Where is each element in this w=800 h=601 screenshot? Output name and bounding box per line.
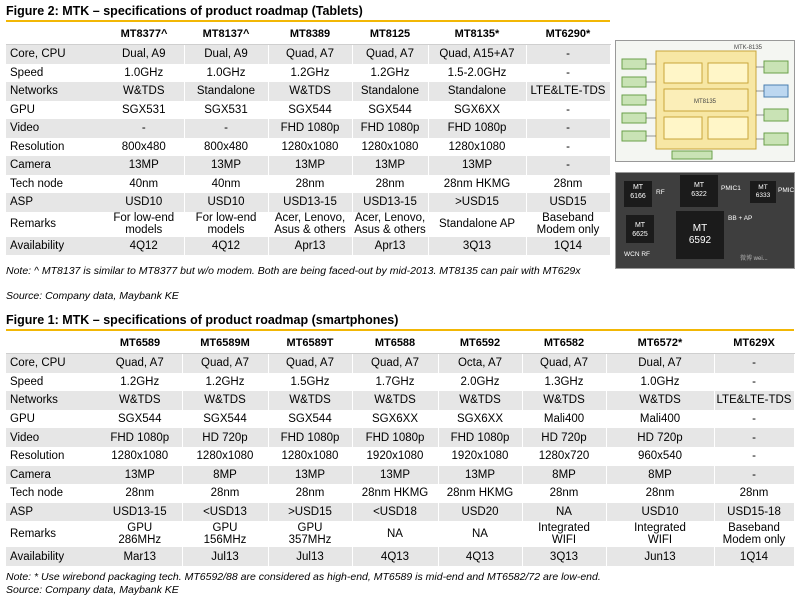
table-cell: W&TDS [104,82,184,101]
table-cell: GPU 156MHz [182,521,268,547]
table-row [6,82,610,101]
table-cell: 28nm [268,484,352,503]
column-header: MT8135* [428,23,526,45]
table-row [6,64,610,83]
column-header: MT6572* [606,332,714,354]
column-header: MT8377^ [104,23,184,45]
table-cell: - [526,64,610,83]
table-cell: W&TDS [268,82,352,101]
table-cell: 13MP [268,156,352,175]
row-label: GPU [6,410,98,429]
table-cell: Integrated WIFI [522,521,606,547]
table-cell: Mar13 [98,547,182,566]
table-cell: >USD15 [428,193,526,212]
table-cell: W&TDS [352,391,438,410]
table-cell: <USD13 [182,503,268,522]
table-cell: 28nm [268,175,352,194]
table-cell: 28nm [182,484,268,503]
chip-pmic1-label: PMIC1 [721,185,741,192]
column-header: MT8125 [352,23,428,45]
table-cell: - [104,119,184,138]
table-cell: 3Q13 [522,547,606,566]
column-header: MT8137^ [184,23,268,45]
table-cell: 1.5-2.0GHz [428,64,526,83]
table-cell: W&TDS [438,391,522,410]
table-cell: 1920x1080 [352,447,438,466]
table-row [6,354,794,373]
table-cell: Quad, A7 [182,354,268,373]
wcn-rf-label: WCN RF [624,251,650,258]
row-label: Video [6,428,98,447]
column-header: MT629X [714,332,794,354]
table-cell: FHD 1080p [438,428,522,447]
table-cell: 4Q13 [438,547,522,566]
table-row [6,193,610,212]
table-cell: SGX531 [184,101,268,120]
table-cell: GPU 286MHz [98,521,182,547]
column-header: MT8389 [268,23,352,45]
table-cell: 3Q13 [428,237,526,256]
table-cell: W&TDS [606,391,714,410]
table-cell: 40nm [184,175,268,194]
chip-mt6333: MT 6333 [750,181,776,203]
table-cell: SGX6XX [352,410,438,429]
table-cell: SGX544 [352,101,428,120]
row-label: Camera [6,156,104,175]
table-cell: FHD 1080p [352,428,438,447]
table-row [6,175,610,194]
table-cell: 13MP [98,466,182,485]
table-corner [6,23,104,45]
table-cell: - [714,410,794,429]
table-cell: 1Q14 [526,237,610,256]
table-cell: 1.2GHz [98,373,182,392]
table-cell: Jun13 [606,547,714,566]
pmic-label: PMIC [778,187,795,194]
tablets-figure-title: Figure 2: MTK – specifications of product roadmap (Tablets) [6,4,363,18]
table-cell: SGX6XX [428,101,526,120]
table-row [6,410,794,429]
smartphones-figure-title: Figure 1: MTK – specifications of product roadmap (smartphones) [6,313,399,327]
rf-label: RF [656,189,665,196]
table-cell: - [526,119,610,138]
table-corner [6,332,98,354]
table-cell: Standalone [428,82,526,101]
table-cell: Quad, A7 [352,354,438,373]
table-cell: 1280x1080 [268,447,352,466]
row-label: Speed [6,373,98,392]
table-cell: 13MP [438,466,522,485]
table-cell: Integrated WIFI [606,521,714,547]
table-cell: 8MP [606,466,714,485]
table-cell: 1.0GHz [104,64,184,83]
table-row [6,447,794,466]
chip-photo [615,172,795,269]
row-label: Networks [6,391,98,410]
table-cell: - [526,45,610,64]
table-cell: Quad, A7 [268,45,352,64]
table-cell: 8MP [182,466,268,485]
table-cell: HD 720p [606,428,714,447]
table-cell: Acer, Lenovo, Asus & others [268,212,352,237]
table-cell: 13MP [352,156,428,175]
row-label: Remarks [6,521,98,547]
tablets-note: Note: ^ MT8137 is similar to MT8377 but w/o modem. Both are being faced-out by mid-2013. MT8135 can pair with MT629x [6,265,581,277]
table-cell: 1.3GHz [522,373,606,392]
row-label: ASP [6,193,104,212]
table-cell: W&TDS [522,391,606,410]
table-cell: 2.0GHz [438,373,522,392]
table-row [6,119,610,138]
table-cell: NA [352,521,438,547]
table-cell: SGX544 [182,410,268,429]
svg-text:MT8135: MT8135 [694,99,717,105]
table-cell: 28nm [98,484,182,503]
smartphones-source: Source: Company data, Maybank KE [6,584,179,596]
block-diagram-svg [616,41,794,161]
table-row [6,391,794,410]
table-row [6,212,610,237]
row-label: Tech node [6,175,104,194]
table-cell: 28nm [606,484,714,503]
table-cell: USD20 [438,503,522,522]
table-row [6,503,794,522]
row-label: Availability [6,237,104,256]
table-cell: 1280x1080 [352,138,428,157]
table-cell: 1.0GHz [606,373,714,392]
table-cell: 28nm [714,484,794,503]
table-cell: 1280x1080 [428,138,526,157]
row-label: Resolution [6,447,98,466]
table-cell: - [184,119,268,138]
table-cell: W&TDS [182,391,268,410]
column-header: MT6582 [522,332,606,354]
table-cell: SGX544 [268,410,352,429]
row-label: Core, CPU [6,354,98,373]
table-cell: 1Q14 [714,547,794,566]
column-header: MT6589 [98,332,182,354]
table-cell: FHD 1080p [268,428,352,447]
table-cell: For low-end models [184,212,268,237]
table-cell: Baseband Modem only [714,521,794,547]
table-row [6,101,610,120]
table-cell: 960x540 [606,447,714,466]
table-cell: Jul13 [182,547,268,566]
watermark: 微博 wei... [740,256,768,262]
table-cell: USD10 [104,193,184,212]
table-cell: 800x480 [184,138,268,157]
table-cell: Dual, A9 [184,45,268,64]
chip-mt6166: MT 6166 [624,181,652,207]
table-cell: 4Q12 [184,237,268,256]
column-header: MT6592 [438,332,522,354]
table-cell: Quad, A7 [352,45,428,64]
table-cell: - [714,428,794,447]
row-label: Networks [6,82,104,101]
table-cell: 1.7GHz [352,373,438,392]
table-cell: - [714,373,794,392]
table-row [6,547,794,566]
table-cell: - [714,466,794,485]
table-cell: Dual, A7 [606,354,714,373]
row-label: Availability [6,547,98,566]
table-cell: LTE&LTE-TDS [526,82,610,101]
table-cell: 4Q12 [104,237,184,256]
table-cell: 1.2GHz [268,64,352,83]
column-header: MT6589M [182,332,268,354]
table-cell: Quad, A7 [268,354,352,373]
table-row [6,237,610,256]
table-cell: - [526,156,610,175]
table-cell: 800x480 [104,138,184,157]
table-cell: 13MP [184,156,268,175]
table-row [6,484,794,503]
column-header: MT6588 [352,332,438,354]
table-cell: HD 720p [522,428,606,447]
table-cell: - [714,447,794,466]
table-row [6,428,794,447]
row-label: Speed [6,64,104,83]
table-cell: SGX544 [268,101,352,120]
table-cell: 4Q13 [352,547,438,566]
table-cell: HD 720p [182,428,268,447]
table-cell: Octa, A7 [438,354,522,373]
table-cell: W&TDS [268,391,352,410]
table-cell: FHD 1080p [352,119,428,138]
table-cell: SGX6XX [438,410,522,429]
table-cell: Standalone [184,82,268,101]
row-label: Resolution [6,138,104,157]
table-cell: 28nm [522,484,606,503]
table-cell: Standalone [352,82,428,101]
table-cell: Standalone AP [428,212,526,237]
row-label: Video [6,119,104,138]
row-label: Camera [6,466,98,485]
table-cell: USD13-15 [98,503,182,522]
table-row [6,156,610,175]
table-cell: Mali400 [606,410,714,429]
table-cell: Mali400 [522,410,606,429]
table-cell: Apr13 [268,237,352,256]
table-cell: USD10 [606,503,714,522]
column-header: MT6589T [268,332,352,354]
smartphones-note: Note: * Use wirebond packaging tech. MT6592/88 are considered as high-end, MT6589 is mid-end and MT6582/72 are low-end. [6,571,601,583]
bb-ap-label: BB + AP [728,215,753,222]
table-row [6,45,610,64]
table-cell: FHD 1080p [428,119,526,138]
table-cell: GPU 357MHz [268,521,352,547]
table-cell: 1.2GHz [352,64,428,83]
row-label: GPU [6,101,104,120]
table-cell: 40nm [104,175,184,194]
table-cell: USD15 [526,193,610,212]
table-cell: 13MP [268,466,352,485]
table-cell: 8MP [522,466,606,485]
table-cell: USD13-15 [352,193,428,212]
table-cell: Quad, A7 [522,354,606,373]
table-cell: Quad, A7 [98,354,182,373]
table-cell: 28nm HKMG [352,484,438,503]
table-cell: 1.0GHz [184,64,268,83]
table-cell: SGX544 [98,410,182,429]
table-cell: FHD 1080p [98,428,182,447]
table-cell: 13MP [428,156,526,175]
table-cell: >USD15 [268,503,352,522]
chip-mt6322: MT 6322 [680,175,718,207]
table-cell: 28nm HKMG [438,484,522,503]
table-cell: 28nm HKMG [428,175,526,194]
table-cell: 1.2GHz [182,373,268,392]
table-cell: USD15-18 [714,503,794,522]
table-cell: 28nm [352,175,428,194]
table-cell: 1280x720 [522,447,606,466]
table-cell: W&TDS [98,391,182,410]
table-cell: 1280x1080 [268,138,352,157]
svg-text:MTK-8135: MTK-8135 [734,45,763,51]
table-cell: - [714,354,794,373]
table-cell: 1920x1080 [438,447,522,466]
row-label: Remarks [6,212,104,237]
table-cell: 13MP [352,466,438,485]
block-diagram-image [615,40,795,162]
table-cell: FHD 1080p [268,119,352,138]
table-cell: Baseband Modem only [526,212,610,237]
table-cell: Jul13 [268,547,352,566]
table-cell: <USD18 [352,503,438,522]
table-cell: 13MP [104,156,184,175]
row-label: Core, CPU [6,45,104,64]
tablets-source: Source: Company data, Maybank KE [6,290,179,302]
chip-mt6592: MT 6592 [676,211,724,259]
table-cell: Quad, A15+A7 [428,45,526,64]
tablets-title-rule [6,20,610,22]
table-cell: 1280x1080 [182,447,268,466]
table-row [6,466,794,485]
row-label: Tech node [6,484,98,503]
table-cell: Dual, A9 [104,45,184,64]
table-cell: Acer, Lenovo, Asus & others [352,212,428,237]
table-cell: For low-end models [104,212,184,237]
table-cell: - [526,101,610,120]
table-cell: 28nm [526,175,610,194]
table-row [6,138,610,157]
table-row [6,521,794,547]
table-cell: NA [438,521,522,547]
table-cell: LTE&LTE-TDS [714,391,794,410]
table-row [6,373,794,392]
chip-mt6625: MT 6625 [626,215,654,243]
smartphones-spec-table [6,332,795,566]
table-cell: SGX531 [104,101,184,120]
tablets-spec-table [6,23,611,255]
column-header: MT6290* [526,23,610,45]
table-cell: USD10 [184,193,268,212]
table-cell: - [526,138,610,157]
table-cell: Apr13 [352,237,428,256]
table-cell: NA [522,503,606,522]
smartphones-title-rule [6,329,794,331]
table-cell: 1.5GHz [268,373,352,392]
table-cell: USD13-15 [268,193,352,212]
table-cell: 1280x1080 [98,447,182,466]
row-label: ASP [6,503,98,522]
